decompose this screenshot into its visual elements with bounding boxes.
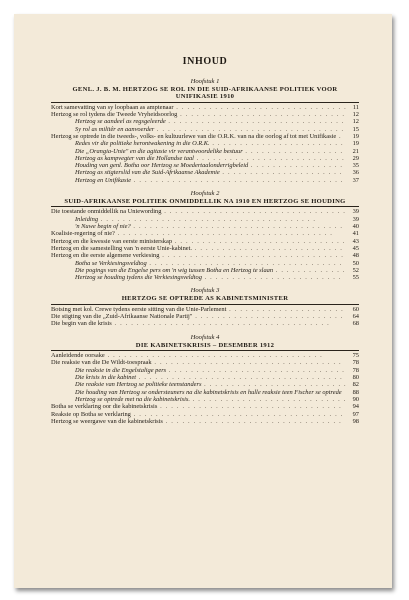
chapter-3 (51, 287, 359, 327)
page-number: 19 (352, 133, 359, 140)
page-number: 80 (352, 374, 359, 382)
leader-dots: . . . . . . . . . . . . . . . . . . . . . . . . . . . . . . . (172, 237, 346, 245)
toc-entry (51, 208, 359, 215)
chapter-label: Hoofstuk 3 (190, 287, 220, 295)
chapter-title: GENL. J. B. M. HERTZOG SE ROL IN DIE SUID-AFRIKAANSE POLITIEK VOOR UNIFIKASIE 1910 (72, 86, 338, 101)
entry-text-wrap (51, 418, 359, 425)
entry-text: Die stigting van die „Zuid-Afrikaanse Nationale Partij" (51, 313, 193, 321)
entry-text-wrap (75, 260, 359, 267)
chapter-title: DIE KABINETSKRISIS – DESEMBER 1912 (135, 341, 275, 349)
entry-text: Botha se verklaring oor die kabinetskrisis (51, 403, 158, 411)
page-number: 68 (352, 320, 359, 328)
page-number: 60 (352, 305, 359, 313)
toc-entry (51, 230, 359, 237)
entry-text: Aanleidende oorsake (51, 352, 105, 360)
page-number: 21 (352, 147, 359, 155)
entry-text-wrap (51, 359, 359, 366)
leader-dots: . . . . . . . . . . . . . . . . . . . . . . . . . . . . . . . . . . . . . . (130, 410, 344, 418)
entry-text-wrap (75, 274, 359, 281)
entry-text-wrap (51, 306, 359, 313)
entry-text-wrap (51, 111, 359, 118)
page-number: 94 (352, 403, 359, 411)
entry-text-wrap (75, 223, 359, 230)
entry-text-wrap (75, 169, 359, 176)
toc-subentry (51, 381, 359, 388)
page-number: 48 (352, 252, 359, 260)
entry-text: Die krisis in die kabinet (75, 374, 137, 382)
entry-text: Die „Orangia-Unie" en die agitasie vir verantwoordelike bestuur (75, 147, 243, 155)
leader-dots: . . . . . . . . . . . . . . . . . . . . . . . . . . . . . . . . . . (154, 125, 345, 133)
leader-dots: . . . . . . . . . . . . . . . . . . . . . . . . . . . . . . . . . . . . . (136, 374, 344, 382)
leader-dots: . . . . . . . . . . . . . . . . . . . . . . . . . . . . . . . . . . . . . . . (111, 320, 330, 328)
page-number: 88 (352, 388, 359, 396)
page-number: 64 (352, 313, 359, 321)
entry-text: Hertzog en die kwessie van eerste ministerskap (51, 237, 173, 245)
chapter-list (51, 78, 359, 425)
entry-text: Hertzog en Unifikasie (75, 176, 132, 184)
toc-subentry (51, 396, 359, 403)
chapter-rule (51, 304, 359, 305)
leader-dots: . . . . . . . . . . . . . (273, 266, 346, 274)
page-number: 37 (352, 176, 359, 184)
page-number: 15 (352, 125, 359, 133)
toc-subentry (51, 216, 359, 223)
toc-entry (51, 411, 359, 418)
entry-text-wrap (51, 230, 359, 237)
entry-text: Hertzog se aandeel as regsgeleerde (75, 118, 166, 126)
entry-text: Reaksie op Botha se verklaring (51, 410, 131, 418)
entry-text: Hertzog as kampvegter van die Hollandse taal (75, 154, 194, 162)
leader-dots: . . . . . . . . . . . . . . . . . . . . . (226, 305, 344, 313)
entry-text-wrap (75, 162, 359, 169)
entry-text: Inleiding (75, 215, 99, 223)
toc-subentry (51, 367, 359, 374)
toc-entry (51, 245, 359, 252)
page-number: 12 (352, 111, 359, 119)
entry-text: Botsing met kol. Crewe tydens eerste sitting van die Unie-Parlement (51, 305, 227, 313)
leader-dots: . . . . . . . . . . . . . . . . . . . . . . . . . . . . . . . . . (159, 252, 345, 260)
entry-text: Die houding van Hertzog se ondersteuners na die kabinetskrisis en hulle reaksie teen Fischer se optrede (75, 388, 342, 396)
entry-text-wrap (51, 104, 359, 111)
toc-subentry (51, 260, 359, 267)
toc-entry (51, 313, 359, 320)
chapter-4 (51, 334, 359, 425)
leader-dots: . . . . . . . . . . . . . . . . . . . . . . . . . . . . . . . . . (157, 403, 342, 411)
chapter-rule (51, 206, 359, 207)
leader-dots: . . . . . . . . . . . . . . . . . (248, 162, 344, 170)
page-number: 40 (352, 223, 359, 231)
toc-subentry (51, 162, 359, 169)
toc-subentry (51, 118, 359, 125)
page-number: 97 (352, 410, 359, 418)
toc-subentry (51, 126, 359, 133)
entry-text: Hertzog se weergawe van die kabinetskrisis (51, 417, 163, 425)
toc-entry (51, 306, 359, 313)
entry-text-wrap (75, 177, 359, 184)
entry-text: Hertzog se optrede in die tweeds-, volks- en kultuurlewe van die O.R.K. van na die oorlog af tot met Unifikasie (51, 133, 337, 140)
page-number: 78 (352, 359, 359, 367)
leader-dots: . . . . . . . . . . . . . . . . . . . . . . . . . . . . . . . . . . (151, 359, 342, 367)
page-number: 50 (352, 259, 359, 267)
entry-text-wrap (51, 133, 359, 140)
leader-dots: . . . . . . . . . . . . . . . . . . . . . . . . . . . . . . (177, 111, 346, 119)
page-number: 78 (352, 366, 359, 374)
chapter-label: Hoofstuk 4 (190, 333, 220, 341)
toc-subentry (51, 274, 359, 281)
entry-text: Koalisie-regering of nie? (51, 230, 115, 238)
chapter-1 (51, 78, 359, 184)
entry-text-wrap (51, 352, 359, 359)
leader-dots: . . . . . . . . . . . . . . . . . . . . . . . . . . . . . . . . . . . . . . . (98, 215, 317, 223)
chapter-label: Hoofstuk 2 (190, 190, 220, 198)
leader-dots: . . . . . . . . . . . . . . . . . . . . . . . . . . . . . . . . (165, 118, 345, 126)
page-number: 45 (352, 244, 359, 252)
entry-text: Kort samevatting van sy loopbaan as amptenaar (51, 103, 174, 111)
leader-dots: . . . . . . . . . . . . . . . . . . . . . . . . . . (201, 381, 347, 389)
toc-entry (51, 352, 359, 359)
chapter-label: Hoofstuk 1 (190, 78, 220, 85)
leader-dots: . (336, 133, 342, 140)
entry-text-wrap (51, 313, 359, 320)
leader-dots: . . . . . . . . . . . . . . . . . . . . . . . . . . . . . . . . . . . . . . (131, 176, 344, 184)
leader-dots: . . . . . . . . . . . . . . . . . . (242, 147, 344, 155)
page-number: 52 (352, 266, 359, 274)
toc-subentry (51, 177, 359, 184)
entry-text-wrap (51, 238, 359, 245)
paper-sheet (14, 14, 392, 588)
page-number: 90 (352, 395, 359, 403)
entry-text: Hertzog se optrede met na die kabinetskrisis. (75, 395, 190, 403)
entry-text: Hertzog en die eerste algemene verkiesing (51, 252, 160, 260)
entry-text-wrap (75, 216, 359, 223)
page-number: 43 (352, 237, 359, 245)
leader-dots: . . . . . . . . . . . . . . . . . . . . . . . . . . . . . . . . . . . (146, 259, 343, 267)
toc-entry (51, 238, 359, 245)
entry-text-wrap (75, 126, 359, 133)
entry-text-wrap (75, 367, 359, 374)
toc-entry (51, 133, 359, 140)
table-of-contents (51, 56, 359, 431)
page-number: 39 (352, 215, 359, 223)
entry-text-wrap (75, 396, 359, 403)
page-number: 39 (352, 208, 359, 216)
page-number: 82 (352, 381, 359, 389)
toc-subentry (51, 148, 359, 155)
page-title: INHOUD (182, 56, 228, 67)
leader-dots: . . . . . . . . . . . . . . . . . . . . . . . . (209, 140, 344, 148)
toc-subentry (51, 389, 359, 396)
leader-dots: . . . . . . . . . . . . . . . . . . . . . . . . . . . . . . . . . (161, 208, 347, 216)
entry-text-wrap (51, 252, 359, 259)
toc-subentry (51, 155, 359, 162)
leader-dots: . . . . . . . . . . . . . . . . . . . . . . (219, 169, 343, 177)
entry-text: Redes vir die politieke herontwakening in die O.R.K. (75, 140, 210, 148)
entry-text: 'n Nuwe begin of nie? (75, 223, 131, 231)
chapter-title: HERTZOG SE OPTREDE AS KABINETSMINISTER (121, 295, 289, 303)
page-number: 29 (352, 154, 359, 162)
chapter-rule (51, 350, 359, 351)
toc-entry (51, 403, 359, 410)
entry-text: Die reaksie van Hertzog se politieke teenstanders (75, 381, 202, 389)
leader-dots: . . . . . . . . . . . . . . . . . . . . . . . . . (201, 274, 342, 282)
entry-text-wrap (75, 267, 359, 274)
toc-subentry (51, 169, 359, 176)
toc-entry (51, 320, 359, 327)
toc-subentry (51, 267, 359, 274)
page-number: 11 (352, 103, 359, 111)
toc-subentry (51, 140, 359, 147)
entry-text: Die reaksie van die De Wildt-toespraak (51, 359, 152, 367)
leader-dots: . . . . . . . . . . . . . . . . . . . . . . . . . . . . . . . . (162, 417, 342, 425)
toc-subentry (51, 374, 359, 381)
entry-text-wrap (51, 320, 359, 327)
entry-text: Botha se Verkiesingsveldtog (75, 259, 147, 267)
entry-text-wrap (75, 155, 359, 162)
entry-text: Die begin van die krisis (51, 320, 112, 328)
page-number: 36 (352, 169, 359, 177)
toc-entry (51, 359, 359, 366)
page-number: 19 (352, 140, 359, 148)
entry-text-wrap (75, 381, 359, 388)
leader-dots: . . . . . . . . . . . . . . . . . . . . . . . . . . . . . . . . . . . . . . . (104, 352, 323, 360)
entry-text-wrap (51, 411, 359, 418)
page-number: 35 (352, 162, 359, 170)
entry-text-wrap (75, 374, 359, 381)
entry-text-wrap (51, 245, 359, 252)
leader-dots: . . . . . . . . . . . . . . . . . . . . . . . . . . . . . . . . . . . . . . . (114, 230, 334, 238)
page-number: 98 (352, 417, 359, 425)
leader-dots: . . . . . . . . . . . . . . . . . . . . . . . . . . . (193, 154, 345, 162)
entry-text: Die pogings van die Engelse pers om 'n wig tussen Botha en Hertzog te slaan (75, 266, 274, 274)
entry-text-wrap (75, 118, 359, 125)
page-number: 75 (352, 352, 359, 360)
leader-dots: . . . . . . . . . . . . . . . . . . . . . . . . . . . . . . . . . . . . . . (130, 223, 344, 231)
entry-text: Hertzog se rol tydens die Tweede Vryheidsoorlog (51, 111, 178, 119)
entry-text: Die reaksie in die Engelstalige pers (75, 366, 167, 374)
entry-text-wrap (75, 140, 359, 147)
entry-text: Hertzog se houding tydens die Verkiesingsveldtog (75, 274, 202, 282)
leader-dots: . . . . . . . . . . . . . . . . . . . . . . . . . . . (192, 313, 344, 321)
entry-text: Hertzog as stigterslid van die Suid-Afrikaanse Akademie (75, 169, 220, 177)
entry-text: Hertzog en die samestelling van 'n eerste Unie-kabinet. (51, 244, 192, 252)
chapter-2 (51, 190, 359, 281)
leader-dots: . . . . . . . . . . . . . . . . . . . . . . . . . . . . . . . (173, 103, 347, 111)
toc-subentry (51, 223, 359, 230)
toc-entry (51, 252, 359, 259)
toc-entry (51, 111, 359, 118)
entry-text: Houding van genl. Botha oor Hertzog se Moedertaalonderrigbeleid (75, 162, 249, 170)
page-number: 41 (352, 230, 359, 238)
leader-dots: . . . . . . . . . . . . . . . . . . . . . . . . . . . . . . . . (166, 366, 346, 374)
chapter-title: SUID-AFRIKAANSE POLITIEK ONMIDDELLIK NA 1910 EN HERTZOG SE HOUDING (64, 198, 346, 206)
entry-text: Sy rol as militêr en aanvoerder (75, 125, 155, 133)
chapter-rule (51, 102, 359, 103)
entry-text: Die toestande onmiddellik na Uniewording (51, 208, 162, 216)
entry-text-wrap (75, 389, 359, 396)
toc-entry (51, 418, 359, 425)
page-number: 12 (352, 118, 359, 126)
leader-dots: . . . . . . . . . . . . . . . . . . . . . . . . . . . . (189, 395, 347, 403)
entry-text-wrap (51, 403, 359, 410)
toc-entry (51, 104, 359, 111)
entry-text-wrap (51, 208, 359, 215)
leader-dots: . . . . . . . . . . . . . . . . . . . . . . . . . . . (191, 244, 344, 252)
entry-text-wrap (75, 148, 359, 155)
page-number: 55 (352, 274, 359, 282)
